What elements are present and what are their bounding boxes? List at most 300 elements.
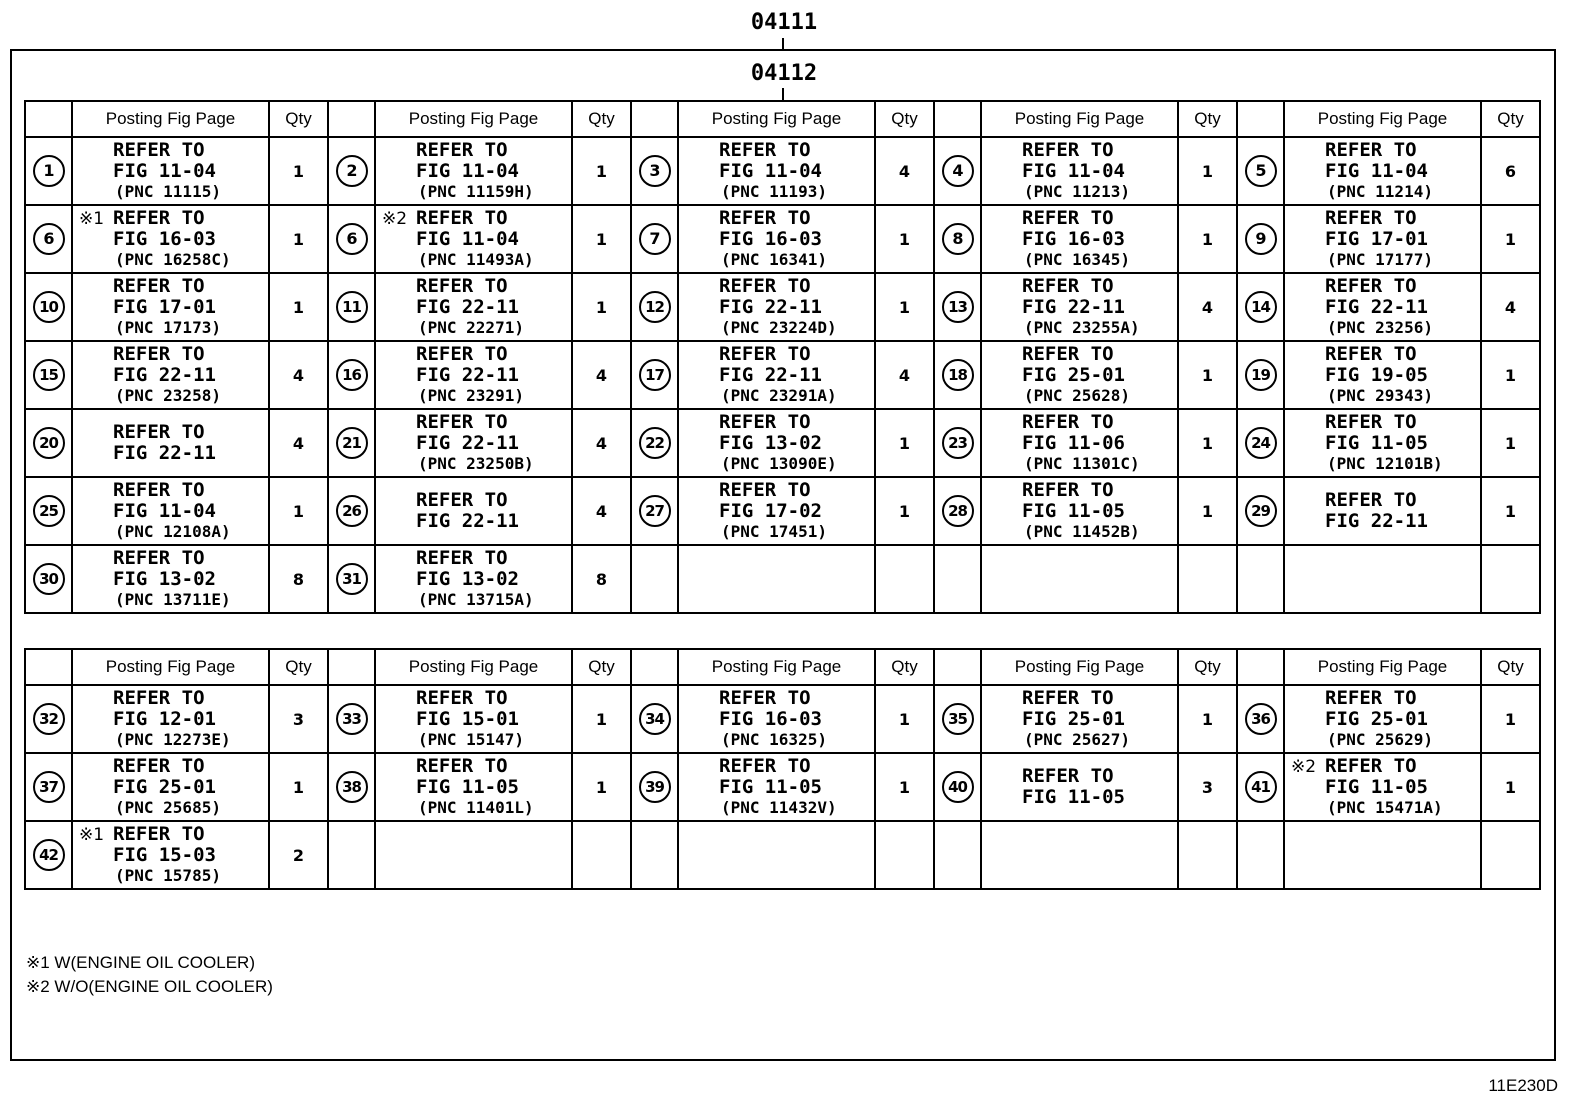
item-number-badge: 30 [33, 563, 65, 595]
fig-line: FIG 11-06 [1022, 432, 1125, 454]
item-number-cell [934, 273, 981, 341]
item-number-badge: 12 [639, 291, 671, 323]
fig-line: FIG 11-05 [1022, 786, 1125, 808]
pnc-line: (PNC 11115) [115, 182, 221, 201]
qty-cell: 3 [269, 685, 328, 753]
refer-line: REFER TO [416, 207, 508, 229]
item-number-badge: 39 [639, 771, 671, 803]
note-mark: ※2 [1291, 757, 1317, 777]
qty-cell: 1 [1178, 205, 1237, 273]
qty-cell: 1 [1178, 685, 1237, 753]
item-number-badge: 28 [942, 495, 974, 527]
qty-cell: 1 [875, 753, 934, 821]
item-number-cell [1237, 205, 1284, 273]
fig-line: FIG 25-01 [113, 776, 216, 798]
item-number-badge: 18 [942, 359, 974, 391]
header-posting: Posting Fig Page [1284, 649, 1481, 685]
reference-text [1022, 276, 1177, 338]
qty-cell: 4 [572, 341, 631, 409]
table-row [25, 341, 1540, 409]
reference-text [416, 344, 571, 406]
item-number-badge: 34 [639, 703, 671, 735]
reference-text [1325, 208, 1480, 270]
refer-line: REFER TO [1022, 207, 1114, 229]
pnc-line: (PNC 15471A) [1327, 798, 1443, 817]
fig-line: FIG 13-02 [113, 568, 216, 590]
reference-text [113, 480, 268, 542]
fig-line: FIG 22-11 [719, 296, 822, 318]
item-number-badge: 41 [1245, 771, 1277, 803]
header-qty: Qty [269, 101, 328, 137]
header-qty: Qty [572, 101, 631, 137]
refer-line: REFER TO [1022, 139, 1114, 161]
posting-cell [375, 477, 572, 545]
pnc-line: (PNC 12273E) [115, 730, 231, 749]
figure-id: 11E230D [1488, 1076, 1558, 1095]
fig-line: FIG 22-11 [416, 296, 519, 318]
item-number-badge: 15 [33, 359, 65, 391]
item-number-badge: 22 [639, 427, 671, 459]
header-posting: Posting Fig Page [678, 101, 875, 137]
fig-line: FIG 22-11 [719, 364, 822, 386]
qty-cell: 1 [572, 753, 631, 821]
item-number-badge: 16 [336, 359, 368, 391]
qty-cell: 4 [875, 137, 934, 205]
item-number-cell [328, 545, 375, 613]
item-number-cell [934, 205, 981, 273]
header-num-cell [25, 649, 72, 685]
qty-cell: 1 [1481, 409, 1540, 477]
qty-cell: 4 [269, 341, 328, 409]
table-row [25, 477, 1540, 545]
refer-line: REFER TO [1325, 489, 1417, 511]
qty-cell: 4 [269, 409, 328, 477]
fig-line: FIG 15-03 [113, 844, 216, 866]
reference-table-2 [24, 648, 1541, 890]
fig-line: FIG 22-11 [416, 364, 519, 386]
pnc-line: (PNC 23256) [1327, 318, 1433, 337]
table-row [25, 685, 1540, 753]
qty-cell: 8 [269, 545, 328, 613]
refer-line: REFER TO [416, 755, 508, 777]
item-number-badge: 10 [33, 291, 65, 323]
item-number-cell [25, 545, 72, 613]
pnc-line: (PNC 12101B) [1327, 454, 1443, 473]
header-num-cell [631, 101, 678, 137]
item-number-cell [631, 137, 678, 205]
header-posting: Posting Fig Page [375, 649, 572, 685]
posting-cell [678, 273, 875, 341]
item-number-badge: 8 [942, 223, 974, 255]
posting-cell [375, 545, 572, 613]
header-num-cell [1237, 101, 1284, 137]
reference-text [113, 422, 268, 464]
item-number-cell [631, 753, 678, 821]
reference-text [416, 548, 571, 610]
pnc-line: (PNC 25628) [1024, 386, 1130, 405]
item-number-badge: 3 [639, 155, 671, 187]
pnc-line: (PNC 16345) [1024, 250, 1130, 269]
reference-text [416, 756, 571, 818]
note-mark: ※2 [382, 209, 408, 229]
reference-text [719, 756, 874, 818]
reference-text [1325, 688, 1480, 750]
fig-line: FIG 11-04 [1022, 160, 1125, 182]
item-number-cell [934, 821, 981, 889]
item-number-badge: 5 [1245, 155, 1277, 187]
item-number-badge: 29 [1245, 495, 1277, 527]
qty-cell: 4 [572, 477, 631, 545]
item-number-cell [1237, 273, 1284, 341]
qty-cell: 1 [572, 137, 631, 205]
refer-line: REFER TO [416, 343, 508, 365]
qty-cell: 6 [1481, 137, 1540, 205]
item-number-cell [328, 409, 375, 477]
pnc-line: (PNC 17177) [1327, 250, 1433, 269]
reference-text [113, 824, 268, 886]
item-number-badge: 35 [942, 703, 974, 735]
fig-line: FIG 17-01 [113, 296, 216, 318]
reference-text [113, 140, 268, 202]
posting-cell [72, 409, 269, 477]
qty-cell [1178, 821, 1237, 889]
refer-line: REFER TO [1022, 765, 1114, 787]
fig-line: FIG 16-03 [113, 228, 216, 250]
reference-text [416, 412, 571, 474]
pnc-line: (PNC 11214) [1327, 182, 1433, 201]
reference-text [719, 344, 874, 406]
posting-cell [375, 821, 572, 889]
pnc-line: (PNC 13711E) [115, 590, 231, 609]
item-number-cell [1237, 477, 1284, 545]
pnc-line: (PNC 11213) [1024, 182, 1130, 201]
pnc-line: (PNC 11301C) [1024, 454, 1140, 473]
posting-cell [678, 409, 875, 477]
posting-cell [981, 753, 1178, 821]
reference-text [416, 276, 571, 338]
refer-line: REFER TO [416, 687, 508, 709]
item-number-badge: 19 [1245, 359, 1277, 391]
fig-line: FIG 13-02 [416, 568, 519, 590]
reference-text [1325, 140, 1480, 202]
item-number-badge: 11 [336, 291, 368, 323]
item-number-cell [631, 205, 678, 273]
header-posting: Posting Fig Page [375, 101, 572, 137]
fig-line: FIG 11-04 [719, 160, 822, 182]
reference-text [113, 688, 268, 750]
refer-line: REFER TO [719, 139, 811, 161]
item-number-badge: 7 [639, 223, 671, 255]
pnc-line: (PNC 13715A) [418, 590, 534, 609]
qty-cell: 3 [1178, 753, 1237, 821]
refer-line: REFER TO [719, 687, 811, 709]
item-number-cell [328, 477, 375, 545]
qty-cell: 1 [572, 273, 631, 341]
reference-text [1022, 412, 1177, 474]
refer-line: REFER TO [113, 275, 205, 297]
item-number-badge: 33 [336, 703, 368, 735]
refer-line: REFER TO [113, 343, 205, 365]
fig-line: FIG 22-11 [416, 510, 519, 532]
item-number-cell [934, 477, 981, 545]
item-number-badge: 21 [336, 427, 368, 459]
refer-line: REFER TO [113, 547, 205, 569]
pnc-line: (PNC 29343) [1327, 386, 1433, 405]
qty-cell: 1 [1178, 409, 1237, 477]
item-number-cell [25, 753, 72, 821]
item-number-cell [1237, 137, 1284, 205]
pnc-line: (PNC 11432V) [721, 798, 837, 817]
pnc-line: (PNC 17173) [115, 318, 221, 337]
refer-line: REFER TO [113, 687, 205, 709]
qty-cell: 1 [1178, 137, 1237, 205]
item-number-badge: 24 [1245, 427, 1277, 459]
item-number-badge: 37 [33, 771, 65, 803]
reference-text [1022, 344, 1177, 406]
refer-line: REFER TO [113, 207, 205, 229]
header-row [25, 101, 1540, 137]
posting-cell [981, 273, 1178, 341]
header-num-cell [328, 649, 375, 685]
header-posting: Posting Fig Page [981, 649, 1178, 685]
posting-cell [678, 137, 875, 205]
header-num-cell [25, 101, 72, 137]
posting-cell [678, 545, 875, 613]
item-number-cell [328, 821, 375, 889]
qty-cell: 1 [269, 205, 328, 273]
refer-line: REFER TO [1022, 411, 1114, 433]
fig-line: FIG 22-11 [1325, 510, 1428, 532]
refer-line: REFER TO [719, 411, 811, 433]
posting-cell [678, 205, 875, 273]
item-number-cell [25, 409, 72, 477]
qty-cell [572, 821, 631, 889]
qty-cell: 1 [269, 137, 328, 205]
fig-line: FIG 16-03 [1022, 228, 1125, 250]
refer-line: REFER TO [1022, 479, 1114, 501]
fig-line: FIG 17-02 [719, 500, 822, 522]
reference-text [1022, 480, 1177, 542]
fig-line: FIG 19-05 [1325, 364, 1428, 386]
header-qty: Qty [875, 101, 934, 137]
refer-line: REFER TO [1325, 343, 1417, 365]
posting-cell [1284, 341, 1481, 409]
fig-line: FIG 22-11 [113, 442, 216, 464]
posting-cell [1284, 685, 1481, 753]
reference-text [1022, 766, 1177, 808]
refer-line: REFER TO [416, 275, 508, 297]
reference-text [113, 756, 268, 818]
item-number-cell [25, 821, 72, 889]
qty-cell: 1 [1178, 341, 1237, 409]
header-num-cell [934, 101, 981, 137]
refer-line: REFER TO [1325, 687, 1417, 709]
qty-cell: 1 [269, 273, 328, 341]
reference-text [113, 208, 268, 270]
posting-cell [1284, 205, 1481, 273]
item-number-cell [1237, 409, 1284, 477]
posting-cell [981, 821, 1178, 889]
item-number-badge: 17 [639, 359, 671, 391]
fig-line: FIG 11-05 [1022, 500, 1125, 522]
pnc-line: (PNC 25627) [1024, 730, 1130, 749]
header-qty: Qty [1178, 101, 1237, 137]
pnc-line: (PNC 11159H) [418, 182, 534, 201]
fig-line: FIG 16-03 [719, 228, 822, 250]
qty-cell [875, 821, 934, 889]
item-number-cell [1237, 821, 1284, 889]
pnc-line: (PNC 11401L) [418, 798, 534, 817]
refer-line: REFER TO [1325, 411, 1417, 433]
fig-line: FIG 11-04 [416, 160, 519, 182]
pnc-line: (PNC 15785) [115, 866, 221, 885]
fig-line: FIG 25-01 [1325, 708, 1428, 730]
header-posting: Posting Fig Page [72, 101, 269, 137]
refer-line: REFER TO [1022, 343, 1114, 365]
qty-cell [1178, 545, 1237, 613]
item-number-cell [25, 273, 72, 341]
refer-line: REFER TO [113, 479, 205, 501]
refer-line: REFER TO [719, 275, 811, 297]
footnote-1: ※1 W(ENGINE OIL COOLER) [26, 953, 255, 972]
item-number-cell [1237, 341, 1284, 409]
note-mark: ※1 [79, 825, 105, 845]
item-number-cell [25, 477, 72, 545]
header-qty: Qty [875, 649, 934, 685]
pnc-line: (PNC 13090E) [721, 454, 837, 473]
posting-cell [72, 685, 269, 753]
fig-line: FIG 17-01 [1325, 228, 1428, 250]
pnc-line: (PNC 23255A) [1024, 318, 1140, 337]
pnc-line: (PNC 16341) [721, 250, 827, 269]
reference-text [1022, 688, 1177, 750]
qty-cell: 1 [875, 273, 934, 341]
item-number-cell [328, 137, 375, 205]
item-number-cell [1237, 545, 1284, 613]
item-number-cell [631, 409, 678, 477]
header-num-cell [934, 649, 981, 685]
item-number-cell [25, 137, 72, 205]
refer-line: REFER TO [719, 343, 811, 365]
fig-line: FIG 13-02 [719, 432, 822, 454]
reference-text [1022, 208, 1177, 270]
refer-line: REFER TO [416, 489, 508, 511]
qty-cell [875, 545, 934, 613]
reference-text [719, 480, 874, 542]
posting-cell [375, 685, 572, 753]
posting-cell [375, 273, 572, 341]
item-number-cell [934, 137, 981, 205]
item-number-cell [631, 341, 678, 409]
fig-line: FIG 11-04 [1325, 160, 1428, 182]
posting-cell [375, 753, 572, 821]
qty-cell: 1 [269, 753, 328, 821]
posting-cell [678, 341, 875, 409]
refer-line: REFER TO [113, 421, 205, 443]
item-number-cell [934, 545, 981, 613]
posting-cell [72, 137, 269, 205]
item-number-badge: 25 [33, 495, 65, 527]
item-number-badge: 31 [336, 563, 368, 595]
reference-text [719, 276, 874, 338]
qty-cell: 1 [1481, 205, 1540, 273]
posting-cell [678, 753, 875, 821]
posting-cell [678, 821, 875, 889]
item-number-badge: 1 [33, 155, 65, 187]
posting-cell [1284, 273, 1481, 341]
item-number-badge: 4 [942, 155, 974, 187]
item-number-cell [328, 685, 375, 753]
table-row [25, 205, 1540, 273]
refer-line: REFER TO [1325, 207, 1417, 229]
pnc-line: (PNC 25629) [1327, 730, 1433, 749]
posting-cell [981, 545, 1178, 613]
refer-line: REFER TO [1022, 275, 1114, 297]
item-number-badge: 9 [1245, 223, 1277, 255]
posting-cell [72, 273, 269, 341]
reference-text [1325, 412, 1480, 474]
posting-cell [72, 821, 269, 889]
item-number-badge: 23 [942, 427, 974, 459]
refer-line: REFER TO [416, 411, 508, 433]
reference-text [113, 548, 268, 610]
reference-text [719, 208, 874, 270]
fig-line: FIG 11-05 [1325, 776, 1428, 798]
posting-cell [375, 137, 572, 205]
qty-cell: 1 [1481, 341, 1540, 409]
note-mark: ※1 [79, 209, 105, 229]
table-row [25, 409, 1540, 477]
posting-cell [1284, 409, 1481, 477]
fig-line: FIG 22-11 [416, 432, 519, 454]
reference-text [719, 412, 874, 474]
posting-cell [981, 341, 1178, 409]
posting-cell [678, 685, 875, 753]
refer-line: REFER TO [1325, 755, 1417, 777]
refer-line: REFER TO [719, 755, 811, 777]
item-number-badge: 14 [1245, 291, 1277, 323]
qty-cell: 4 [1178, 273, 1237, 341]
reference-text [719, 140, 874, 202]
item-number-cell [934, 753, 981, 821]
qty-cell: 1 [875, 205, 934, 273]
header-qty: Qty [1178, 649, 1237, 685]
pnc-line: (PNC 17451) [721, 522, 827, 541]
pnc-line: (PNC 12108A) [115, 522, 231, 541]
pnc-line: (PNC 23258) [115, 386, 221, 405]
item-number-badge: 13 [942, 291, 974, 323]
fig-line: FIG 22-11 [1325, 296, 1428, 318]
reference-text [1325, 756, 1480, 818]
qty-cell: 4 [875, 341, 934, 409]
posting-cell [72, 545, 269, 613]
qty-cell: 1 [1481, 685, 1540, 753]
item-number-cell [25, 685, 72, 753]
posting-cell [1284, 137, 1481, 205]
qty-cell: 4 [572, 409, 631, 477]
table-row [25, 821, 1540, 889]
fig-line: FIG 25-01 [1022, 708, 1125, 730]
qty-cell: 1 [572, 685, 631, 753]
item-number-cell [1237, 753, 1284, 821]
posting-cell [72, 205, 269, 273]
fig-line: FIG 11-05 [719, 776, 822, 798]
reference-table-1 [24, 100, 1541, 614]
reference-text [113, 276, 268, 338]
header-posting: Posting Fig Page [1284, 101, 1481, 137]
posting-cell [1284, 821, 1481, 889]
refer-line: REFER TO [416, 139, 508, 161]
